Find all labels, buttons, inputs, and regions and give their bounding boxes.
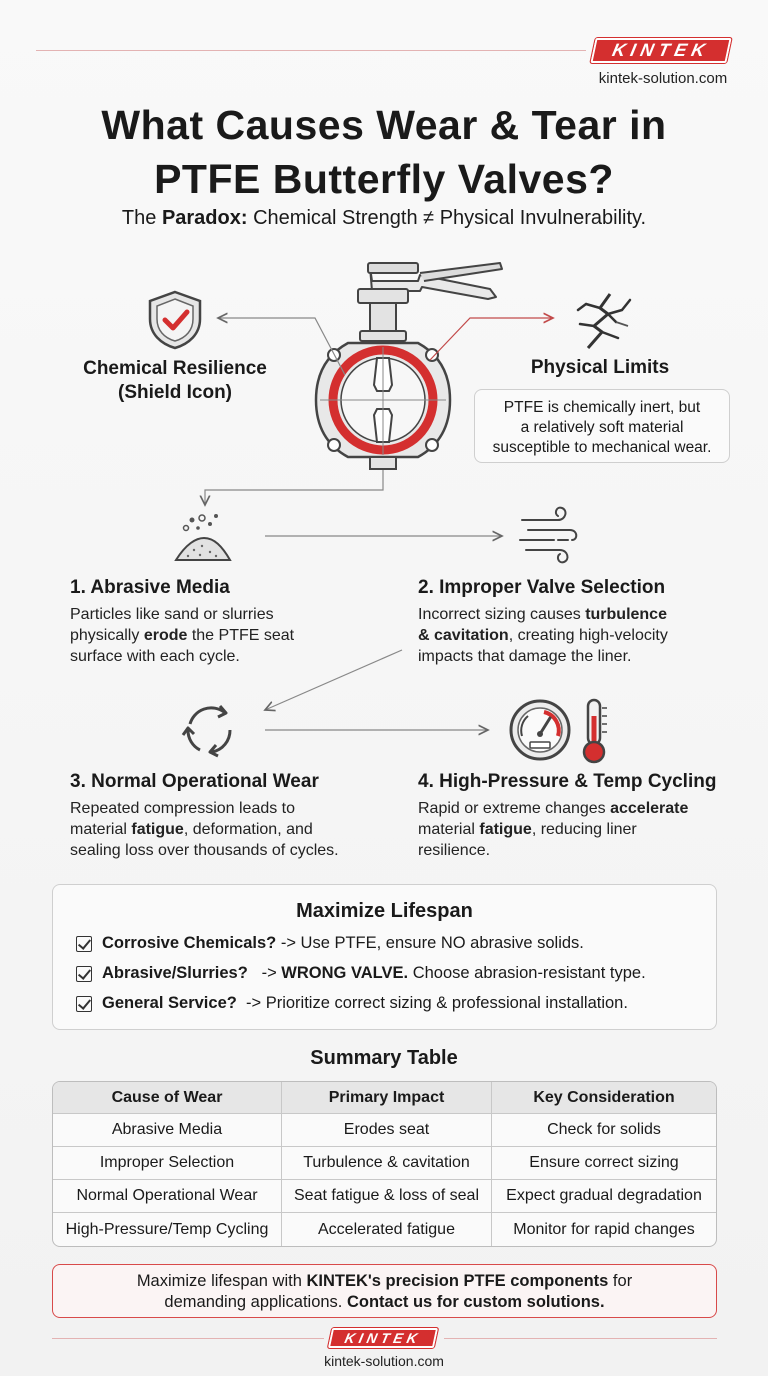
table-cell: Monitor for rapid changes bbox=[513, 1220, 695, 1238]
table-cell: High-Pressure/Temp Cycling bbox=[53, 1213, 282, 1246]
table-cell: Check for solids bbox=[492, 1114, 716, 1147]
chemical-resilience-label: Chemical Resilience (Shield Icon) bbox=[83, 358, 267, 403]
cause-description: Rapid or extreme changes accelerate material fatigue, reducing liner resilience. bbox=[418, 800, 689, 859]
checkbox-icon bbox=[76, 996, 92, 1012]
cause-description: Particles like sand or slurries physically erode the PTFE seat surface with each cycle. bbox=[70, 606, 295, 665]
title-line-1: What Causes Wear & Tear in bbox=[101, 102, 667, 148]
contact-cta[interactable]: Maximize lifespan with KINTEK's precision PTFE components for demanding applications. Contact us for custom solutions. bbox=[52, 1264, 717, 1318]
table-cell: Erodes seat bbox=[282, 1114, 492, 1147]
column-header: Primary Impact bbox=[282, 1082, 492, 1114]
table-header-row bbox=[53, 1082, 716, 1114]
physical-limits-label: Physical Limits bbox=[530, 357, 670, 378]
cause-title: 1. Abrasive Media bbox=[70, 577, 230, 598]
table-row bbox=[53, 1180, 716, 1213]
lifespan-item-corrosive: Corrosive Chemicals? -> Use PTFE, ensure NO abrasive solids. bbox=[76, 934, 584, 953]
table-cell: Turbulence & cavitation bbox=[282, 1147, 492, 1180]
cause-title: 2. Improper Valve Selection bbox=[418, 577, 666, 598]
cause-description: Incorrect sizing causes turbulence & cavitation, creating high-velocity impacts that damage the liner. bbox=[418, 606, 668, 665]
cause-title: 3. Normal Operational Wear bbox=[70, 771, 319, 792]
table-cell: Normal Operational Wear bbox=[53, 1180, 282, 1213]
site-url-bottom[interactable]: kintek-solution.com bbox=[324, 1353, 444, 1369]
checkbox-icon bbox=[76, 966, 92, 982]
thermometer-icon bbox=[578, 698, 610, 764]
cause-description: Repeated compression leads to material fatigue, deformation, and sealing loss over thousands of cycles. bbox=[70, 800, 339, 859]
physical-limits-note: PTFE is chemically inert, but a relatively soft material susceptible to mechanical wear. bbox=[474, 389, 730, 463]
column-header: Cause of Wear bbox=[53, 1082, 282, 1114]
title-line-2: PTFE Butterfly Valves? bbox=[154, 156, 614, 202]
summary-title: Summary Table bbox=[310, 1047, 458, 1069]
table-row bbox=[53, 1114, 716, 1147]
checkbox-icon bbox=[76, 936, 92, 952]
footer-divider-left bbox=[52, 1338, 324, 1339]
page-subtitle: The Paradox: Chemical Strength ≠ Physical Invulnerability. bbox=[121, 207, 647, 229]
pressure-gauge-icon bbox=[508, 698, 572, 762]
table-cell: Seat fatigue & loss of seal bbox=[282, 1180, 492, 1213]
table-cell: Improper Selection bbox=[53, 1147, 282, 1180]
table-row bbox=[53, 1213, 716, 1246]
footer-divider-right bbox=[444, 1338, 717, 1339]
lifespan-item-abrasive: Abrasive/Slurries? -> WRONG VALVE. Choose abrasion-resistant type. bbox=[76, 964, 646, 983]
table-cell: Abrasive Media bbox=[53, 1114, 282, 1147]
cause-title: 4. High-Pressure & Temp Cycling bbox=[418, 771, 717, 792]
lifespan-title: Maximize Lifespan bbox=[296, 900, 473, 922]
table-cell: Ensure correct sizing bbox=[492, 1147, 716, 1180]
summary-table bbox=[52, 1081, 717, 1247]
column-header: Key Consideration bbox=[492, 1082, 716, 1114]
kintek-logo-top[interactable]: KINTEK bbox=[590, 38, 731, 63]
kintek-logo-bottom[interactable]: KINTEK bbox=[328, 1328, 438, 1348]
table-cell: Expect gradual degradation bbox=[492, 1180, 716, 1213]
cycle-arrows-icon bbox=[178, 700, 240, 762]
wind-turbulence-icon bbox=[518, 504, 580, 564]
lifespan-item-general: General Service? -> Prioritize correct sizing & professional installation. bbox=[76, 994, 628, 1013]
table-row bbox=[53, 1147, 716, 1180]
table-cell: Accelerated fatigue bbox=[282, 1213, 492, 1246]
site-url-top[interactable]: kintek-solution.com bbox=[598, 70, 728, 87]
particles-pile-icon bbox=[172, 514, 234, 564]
